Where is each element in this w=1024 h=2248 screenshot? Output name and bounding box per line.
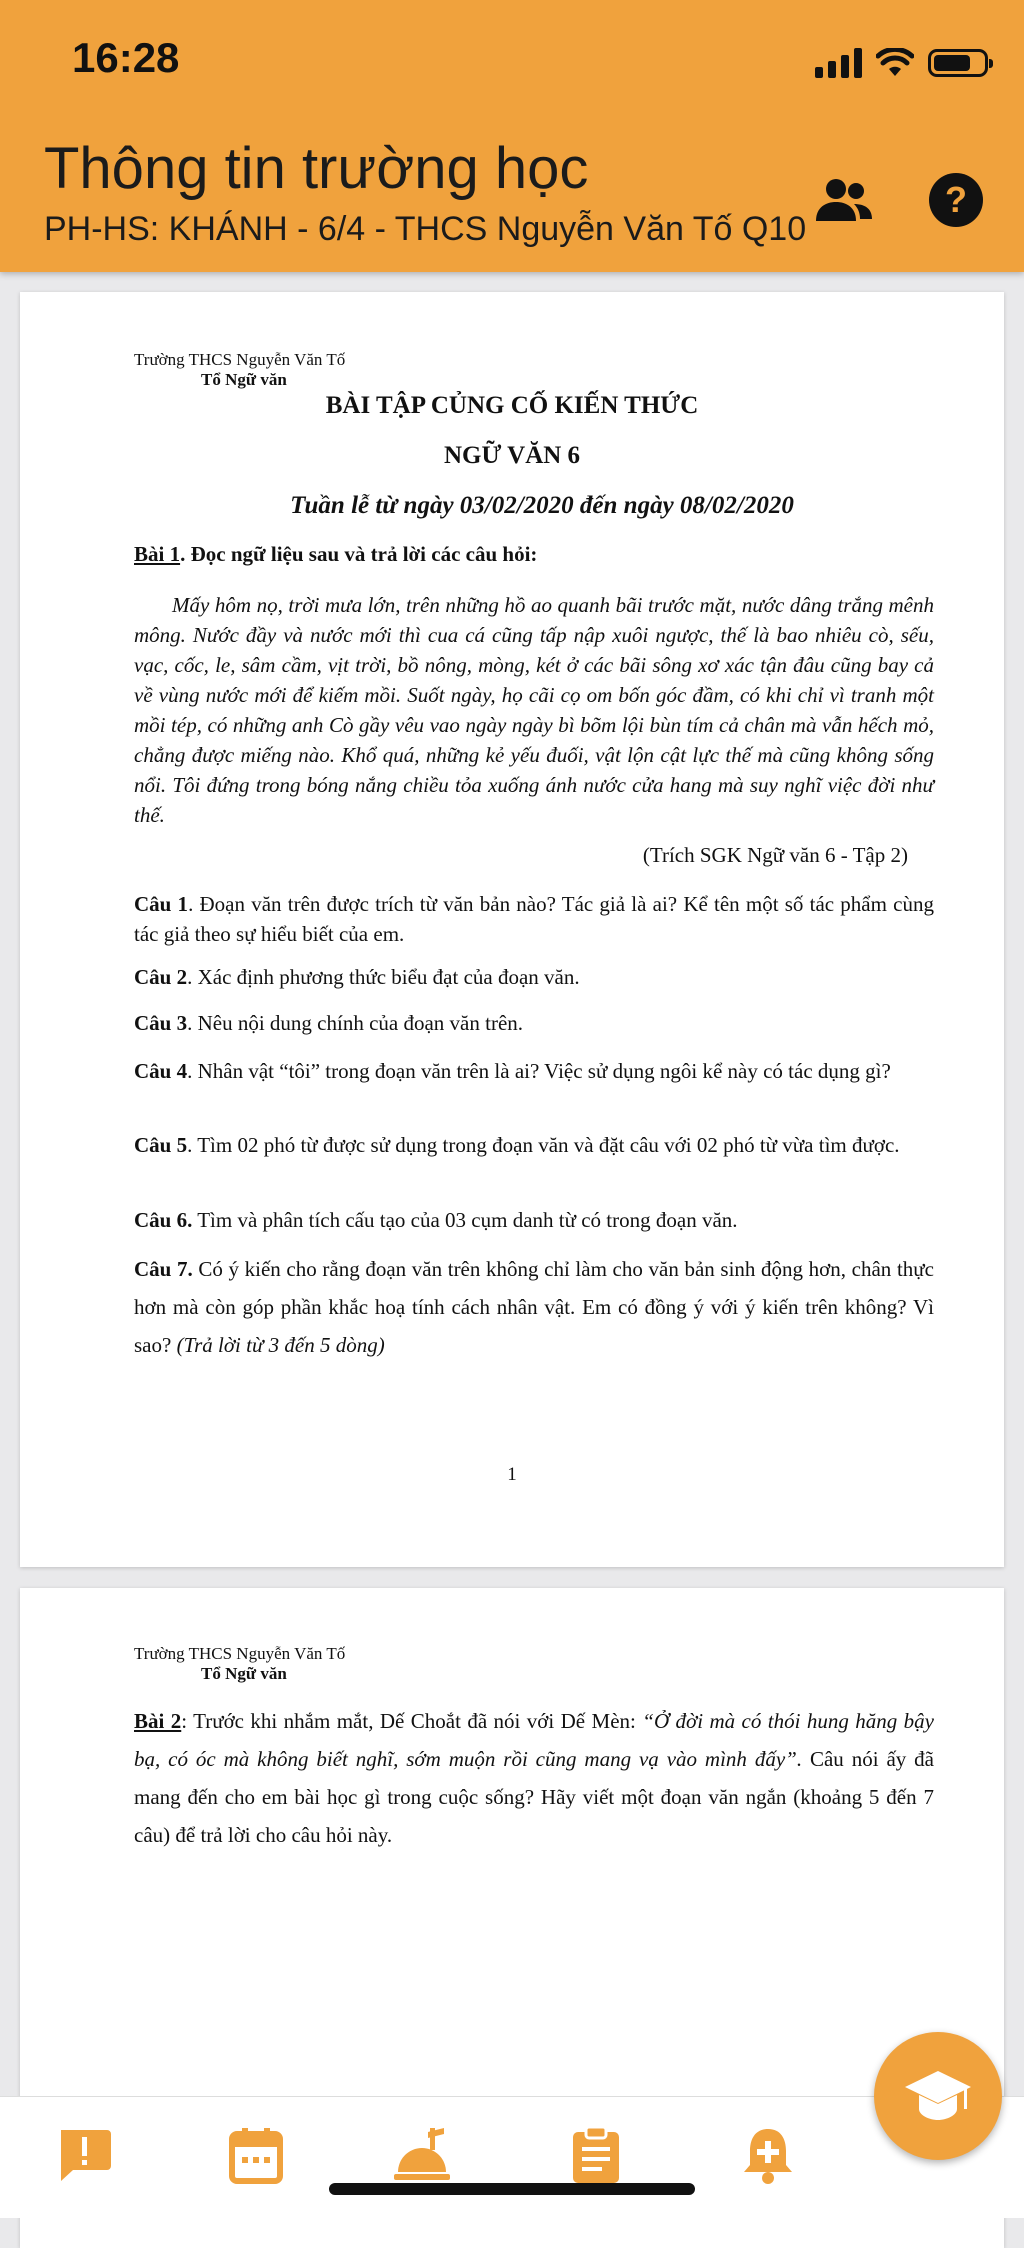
people-icon bbox=[814, 177, 874, 223]
exercise-1-heading: Bài 1. Đọc ngữ liệu sau và trả lời các câu hỏi: bbox=[134, 542, 538, 566]
school-fab-button[interactable] bbox=[874, 2032, 1002, 2160]
clipboard-icon bbox=[570, 2125, 622, 2185]
page-subtitle: PH-HS: KHÁNH - 6/4 - THCS Nguyễn Văn Tố Q10 bbox=[44, 210, 807, 248]
document-title: BÀI TẬP CỦNG CỐ KIẾN THỨC bbox=[325, 392, 699, 419]
document-subject: NGỮ VĂN 6 bbox=[443, 442, 581, 469]
page-number: 1 bbox=[507, 1464, 517, 1485]
help-icon bbox=[928, 172, 984, 228]
home-indicator[interactable] bbox=[329, 2183, 695, 2195]
nav-assignments[interactable] bbox=[564, 2123, 628, 2187]
excerpt-source: (Trích SGK Ngữ văn 6 - Tập 2) bbox=[642, 843, 908, 867]
svg-text:?: ? bbox=[945, 179, 967, 220]
nav-alerts[interactable] bbox=[52, 2123, 116, 2187]
question-3: Câu 3. Nêu nội dung chính của đoạn văn trên. bbox=[134, 1011, 524, 1035]
question-7: Câu 7. Có ý kiến cho rằng đoạn văn trên không chỉ làm cho văn bản sinh động hơn, chân thực hơn mà còn góp phần khắc hoạ tính cách nhân vật. Em có đồng ý với ý kiến trên không? Vì sao? (Trả lời từ 3 đến 5 dòng) bbox=[134, 1257, 934, 1357]
graduation-cap-icon bbox=[903, 2067, 973, 2125]
people-button[interactable] bbox=[812, 168, 876, 232]
document-page-1[interactable] bbox=[20, 292, 1004, 1567]
nav-meals[interactable] bbox=[390, 2123, 454, 2187]
question-1: Câu 1. Đoạn văn trên được trích từ văn bản nào? Tác giả là ai? Kể tên một số tác phẩm cùng tác giả theo sự hiểu biết của em. bbox=[134, 892, 934, 946]
signal-icon bbox=[815, 48, 862, 78]
question-4: Câu 4. Nhân vật “tôi” trong đoạn văn trên là ai? Việc sử dụng ngôi kể này có tác dụng gì? bbox=[134, 1059, 891, 1083]
page-title: Thông tin trường học bbox=[44, 136, 589, 201]
bell-plus-icon bbox=[741, 2125, 795, 2185]
nav-calendar[interactable] bbox=[224, 2123, 288, 2187]
status-icons bbox=[815, 44, 988, 82]
bottom-navigation bbox=[0, 2096, 1024, 2218]
document-week: Tuần lễ từ ngày 03/02/2020 đến ngày 08/02/2020 bbox=[290, 492, 794, 519]
app-header bbox=[0, 0, 1024, 272]
school-name: Trường THCS Nguyễn Văn Tố bbox=[134, 350, 346, 369]
question-6: Câu 6. Tìm và phân tích cấu tạo của 03 cụm danh từ có trong đoạn văn. bbox=[134, 1208, 738, 1232]
exercise-2: Bài 2: Trước khi nhắm mắt, Dế Choắt đã nói với Dế Mèn: “Ở đời mà có thói hung hăng bậy bạ, có óc mà không biết nghĩ, sớm muộn rồi cũng mang vạ vào mình đấy”. Câu nói ấy đã mang đến cho em bài học gì trong cuộc sống? Hãy viết một đoạn văn ngắn (khoảng 5 đến 7 câu) để trả lời cho câu hỏi này. bbox=[134, 1709, 934, 1847]
help-button[interactable] bbox=[924, 168, 988, 232]
alert-icon bbox=[55, 2126, 113, 2184]
school-name: Trường THCS Nguyễn Văn Tố bbox=[134, 1644, 346, 1663]
department-name: Tổ Ngữ văn bbox=[201, 1664, 287, 1683]
nav-notifications[interactable] bbox=[736, 2123, 800, 2187]
calendar-icon bbox=[229, 2126, 283, 2184]
question-5: Câu 5. Tìm 02 phó từ được sử dụng trong đoạn văn và đặt câu với 02 phó từ vừa tìm được. bbox=[134, 1133, 900, 1157]
wifi-icon bbox=[876, 48, 914, 78]
reading-excerpt: Mấy hôm nọ, trời mưa lớn, trên những hồ ao quanh bãi trước mặt, nước dâng trắng mênh mông. Nước đầy và nước mới thì cua cá cũng tấp nập xuôi ngược, thế là bao nhiêu cò, sếu, vạc, cốc, le, sâm cầm, vịt trời, bồ nông, mòng, két ở các bãi sông xơ xác tận đâu cũng bay cả về vùng nước mới để kiếm mồi. Suốt ngày, họ cãi cọ om bốn góc đầm, có khi chỉ vì tranh một mồi tép, có những anh Cò gầy vêu vao ngày ngày bì bõm lội bùn tím cả chân mà vẫn hếch mỏ, chẳng được miếng nào. Khổ quá, những kẻ yếu đuối, vật lộn cật lực thế mà cũng không sống nổi. Tôi đứng trong bóng nắng chiều tỏa xuống ánh nước cửa hang mà suy nghĩ việc đời như thế. bbox=[134, 593, 934, 827]
question-2: Câu 2. Xác định phương thức biểu đạt của đoạn văn. bbox=[134, 965, 580, 989]
meal-icon bbox=[392, 2126, 452, 2184]
status-time: 16:28 bbox=[72, 34, 180, 81]
department-name: Tổ Ngữ văn bbox=[201, 370, 287, 389]
battery-icon bbox=[928, 49, 988, 77]
